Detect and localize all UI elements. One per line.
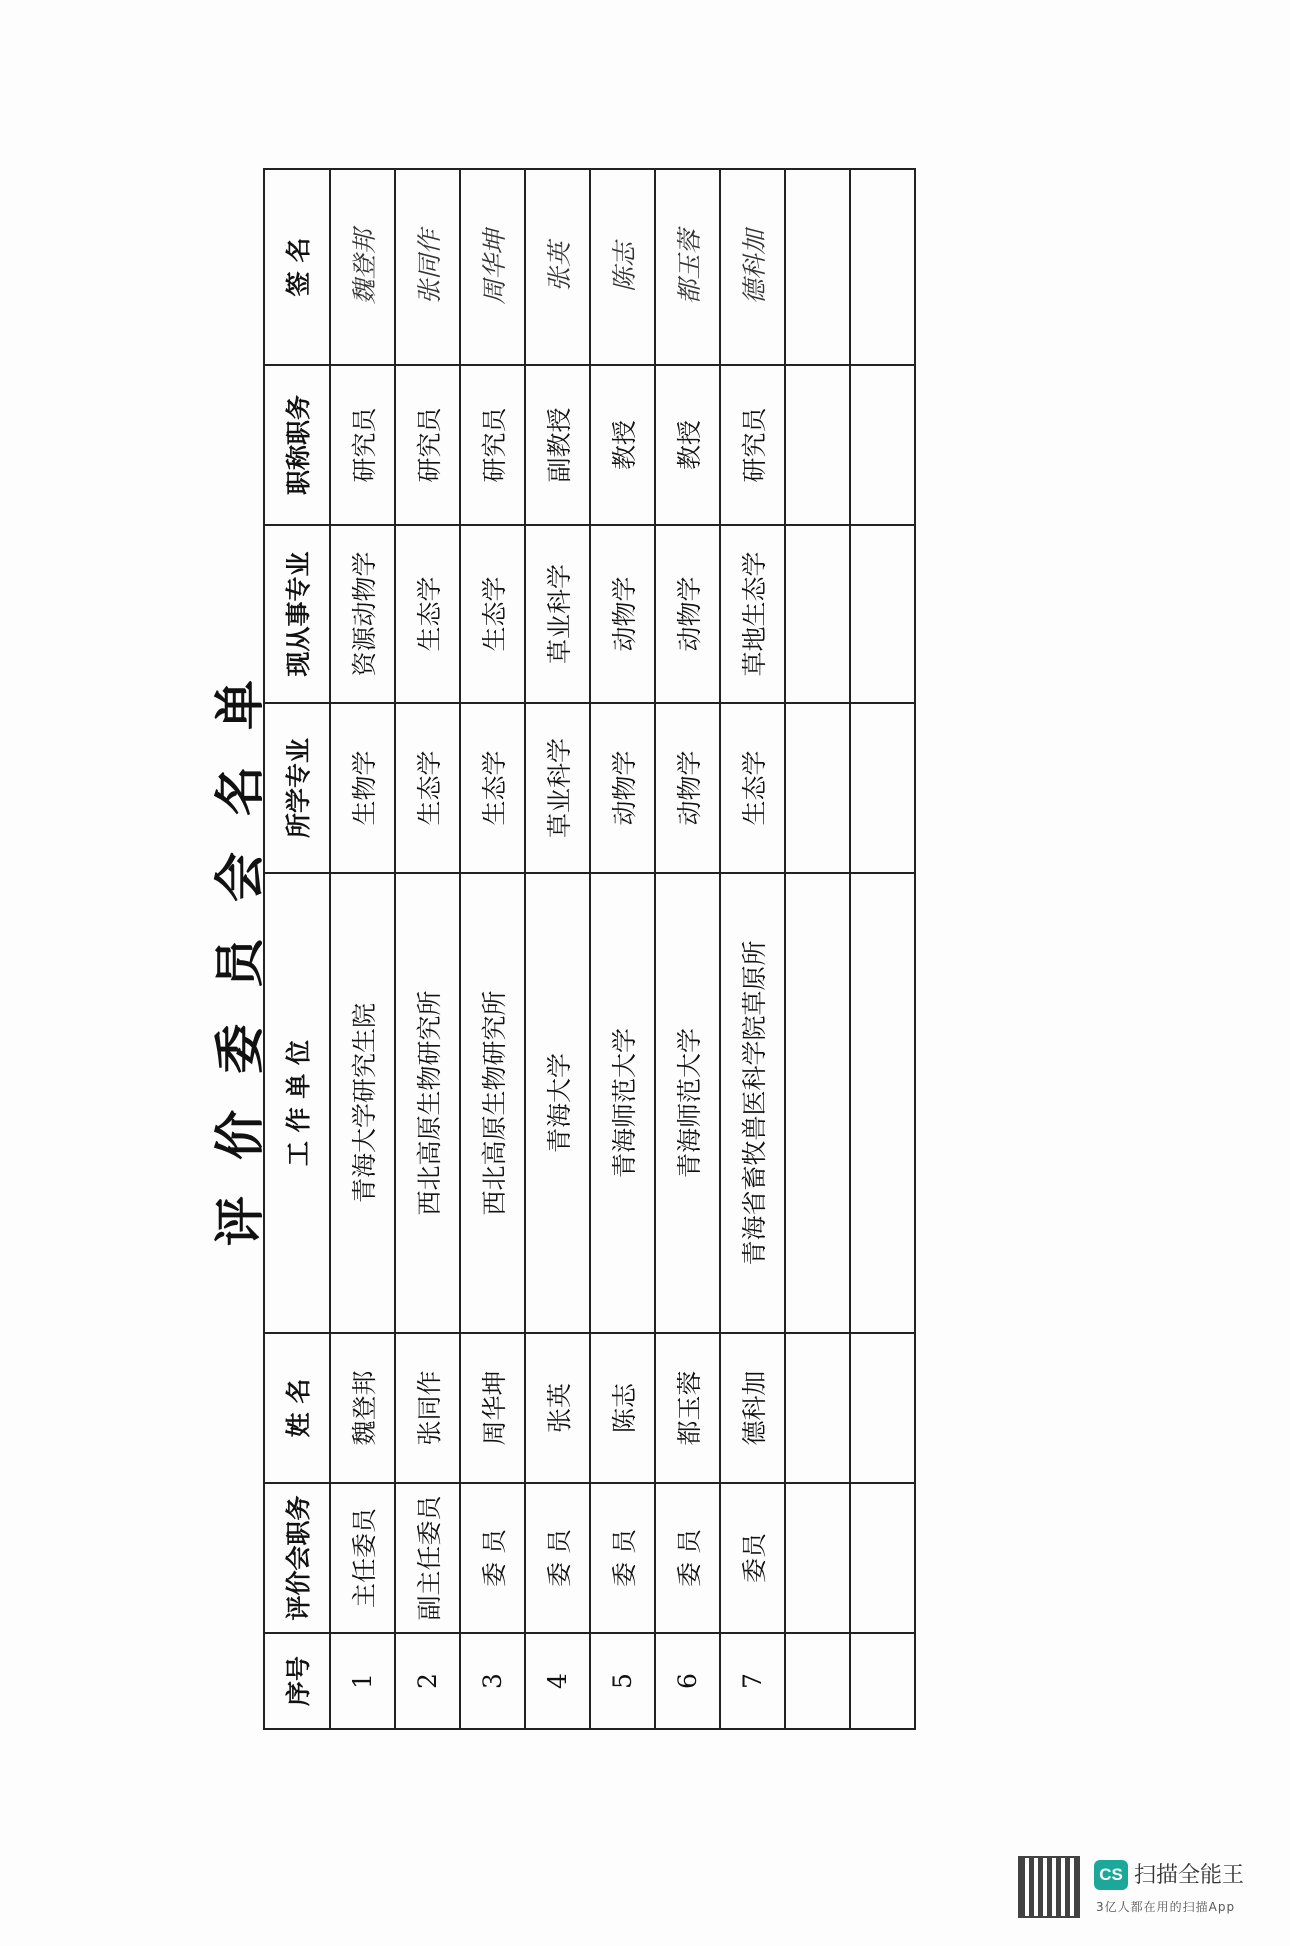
cell-no: 4 — [525, 1633, 590, 1729]
cell-name: 都玉蓉 — [655, 1333, 720, 1483]
cell-no — [850, 1633, 915, 1729]
cell-title: 研究员 — [395, 365, 460, 525]
cell-unit — [785, 873, 850, 1333]
qr-code-icon — [1018, 1856, 1080, 1918]
cell-no: 5 — [590, 1633, 655, 1729]
table-row — [460, 169, 525, 1729]
cell-major: 动物学 — [590, 703, 655, 873]
cell-unit — [850, 873, 915, 1333]
committee-table — [263, 168, 916, 1730]
table-row — [785, 169, 850, 1729]
cell-major: 生态学 — [460, 703, 525, 873]
header-role: 评价会职务 — [264, 1483, 330, 1633]
cell-role: 委员 — [720, 1483, 785, 1633]
cell-role — [785, 1483, 850, 1633]
cell-field — [785, 525, 850, 703]
cell-signature: 张英 — [525, 169, 590, 365]
cell-name: 张同作 — [395, 1333, 460, 1483]
header-no: 序号 — [264, 1633, 330, 1729]
scanner-watermark — [1018, 1856, 1268, 1922]
cell-role: 委 员 — [655, 1483, 720, 1633]
cell-unit: 西北高原生物研究所 — [395, 873, 460, 1333]
cell-major: 动物学 — [655, 703, 720, 873]
cell-signature: 陈志 — [590, 169, 655, 365]
cell-unit: 西北高原生物研究所 — [460, 873, 525, 1333]
cell-signature: 魏登邦 — [330, 169, 395, 365]
cell-unit: 青海省畜牧兽医科学院草原所 — [720, 873, 785, 1333]
cell-no: 2 — [395, 1633, 460, 1729]
cell-role: 委 员 — [525, 1483, 590, 1633]
cell-signature — [785, 169, 850, 365]
cell-no — [785, 1633, 850, 1729]
cell-name — [850, 1333, 915, 1483]
cell-title: 教授 — [655, 365, 720, 525]
cell-role: 副主任委员 — [395, 1483, 460, 1633]
cell-title — [850, 365, 915, 525]
cell-field: 草业科学 — [525, 525, 590, 703]
document-title: 评价委员会名单 — [210, 644, 269, 1246]
header-signature: 签 名 — [264, 169, 330, 365]
cell-title: 教授 — [590, 365, 655, 525]
cell-field: 生态学 — [395, 525, 460, 703]
cell-field: 生态学 — [460, 525, 525, 703]
cell-major: 生物学 — [330, 703, 395, 873]
table-header-row — [264, 169, 330, 1729]
cell-field: 动物学 — [655, 525, 720, 703]
table-row — [655, 169, 720, 1729]
cell-field — [850, 525, 915, 703]
cell-name: 德科加 — [720, 1333, 785, 1483]
cell-no: 7 — [720, 1633, 785, 1729]
table-row — [525, 169, 590, 1729]
camscanner-logo-icon: CS — [1094, 1860, 1128, 1890]
scanner-slogan: 3亿人都在用的扫描App — [1096, 1900, 1236, 1914]
scanner-app-name: 扫描全能王 — [1134, 1863, 1245, 1888]
cell-title — [785, 365, 850, 525]
cell-no: 6 — [655, 1633, 720, 1729]
cell-field: 动物学 — [590, 525, 655, 703]
cell-unit: 青海师范大学 — [590, 873, 655, 1333]
cell-name: 魏登邦 — [330, 1333, 395, 1483]
table-row — [720, 169, 785, 1729]
cell-role: 委 员 — [590, 1483, 655, 1633]
cell-signature: 周华坤 — [460, 169, 525, 365]
cell-major — [785, 703, 850, 873]
cell-signature: 张同作 — [395, 169, 460, 365]
rotated-document — [200, 160, 1000, 1730]
table-row — [590, 169, 655, 1729]
cell-field: 草地生态学 — [720, 525, 785, 703]
header-name: 姓 名 — [264, 1333, 330, 1483]
cell-role — [850, 1483, 915, 1633]
cell-signature: 德科加 — [720, 169, 785, 365]
cell-role: 主任委员 — [330, 1483, 395, 1633]
cell-name: 张英 — [525, 1333, 590, 1483]
table-row — [330, 169, 395, 1729]
cell-major: 生态学 — [720, 703, 785, 873]
cell-name: 周华坤 — [460, 1333, 525, 1483]
header-field: 现从事专业 — [264, 525, 330, 703]
table-row — [395, 169, 460, 1729]
cell-major: 生态学 — [395, 703, 460, 873]
header-major: 所学专业 — [264, 703, 330, 873]
cell-name — [785, 1333, 850, 1483]
cell-title: 研究员 — [460, 365, 525, 525]
cell-signature — [850, 169, 915, 365]
header-unit: 工 作 单 位 — [264, 873, 330, 1333]
header-title: 职称职务 — [264, 365, 330, 525]
cell-title: 研究员 — [720, 365, 785, 525]
cell-field: 资源动物学 — [330, 525, 395, 703]
cell-unit: 青海师范大学 — [655, 873, 720, 1333]
cell-role: 委 员 — [460, 1483, 525, 1633]
cell-unit: 青海大学研究生院 — [330, 873, 395, 1333]
cell-major: 草业科学 — [525, 703, 590, 873]
cell-no: 1 — [330, 1633, 395, 1729]
cell-signature: 都玉蓉 — [655, 169, 720, 365]
cell-name: 陈志 — [590, 1333, 655, 1483]
cell-major — [850, 703, 915, 873]
table-row — [850, 169, 915, 1729]
cell-title: 研究员 — [330, 365, 395, 525]
cell-no: 3 — [460, 1633, 525, 1729]
cell-unit: 青海大学 — [525, 873, 590, 1333]
cell-title: 副教授 — [525, 365, 590, 525]
